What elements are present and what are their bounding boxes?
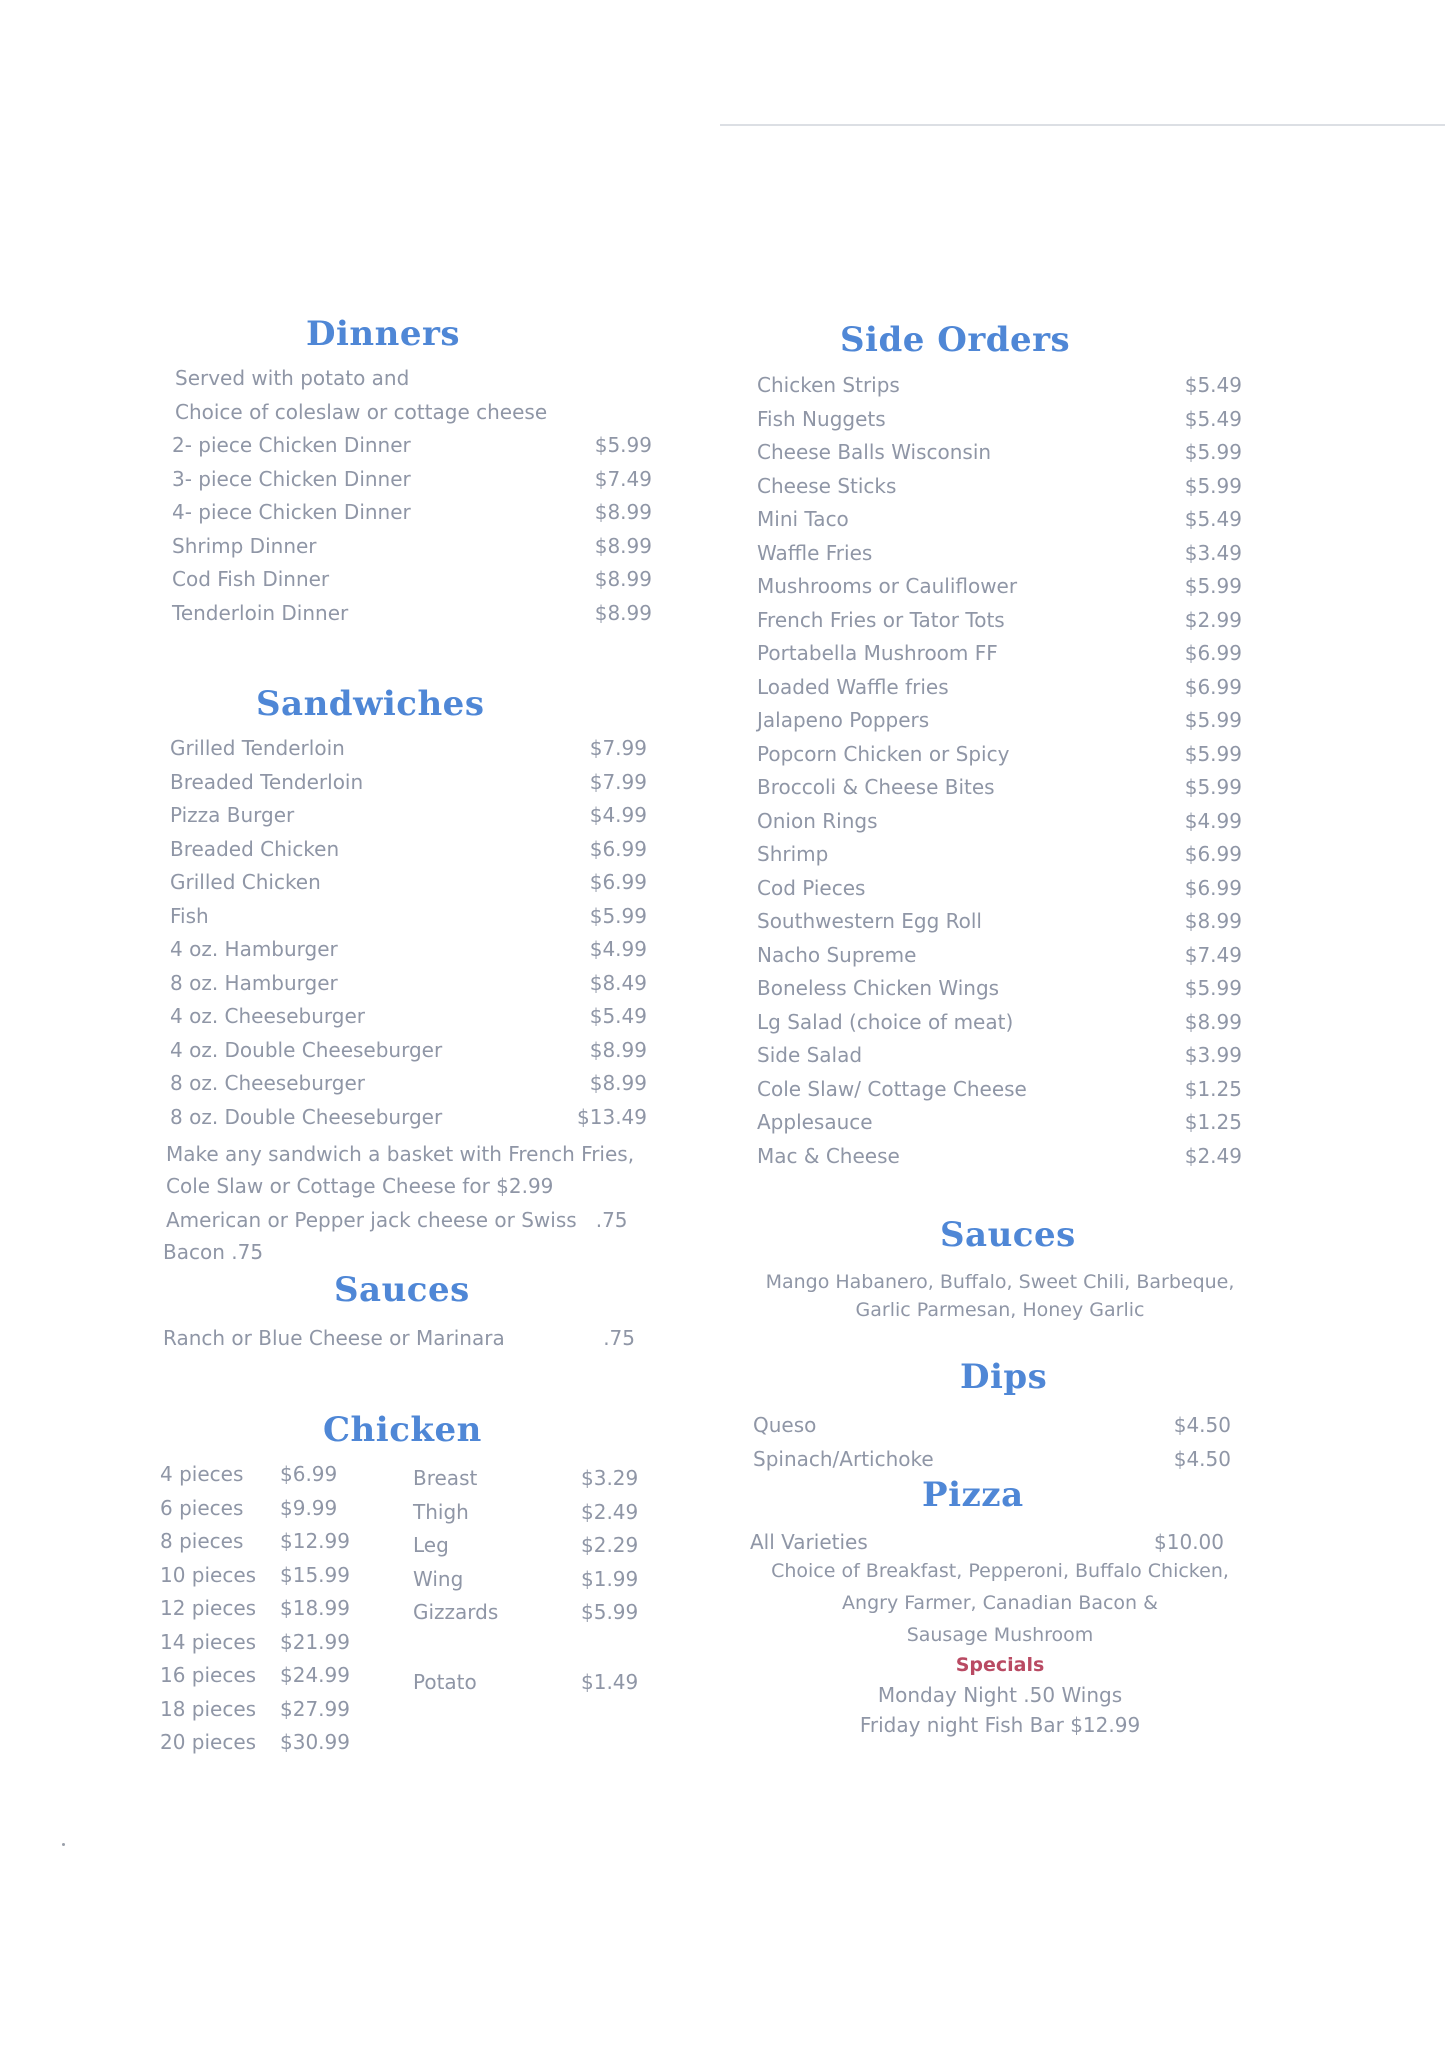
menu-item-row [757,1073,1242,1107]
item-price: $5.49 [589,1004,647,1028]
menu-item-row [170,1034,647,1068]
menu-item-row [757,905,1242,939]
item-price: $6.99 [280,1462,338,1486]
item-price: $1.25 [1184,1076,1242,1101]
item-name: 8 pieces [160,1529,244,1553]
menu-item-row [172,496,652,530]
item-name: 20 pieces [160,1730,257,1754]
menu-item-row [170,1000,647,1034]
chicken-potato-row [413,1666,653,1700]
item-price: $6.99 [1184,875,1242,900]
sauces-left-heading: Sauces [334,1270,470,1310]
item-price: $2.49 [581,1499,639,1524]
menu-item-row [170,799,647,833]
menu-item-row [160,1693,360,1727]
dinners-note-2: Choice of coleslaw or cottage cheese [175,400,548,424]
item-name: Portabella Mushroom FF [757,641,998,665]
menu-item-row [170,866,647,900]
item-price: $13.49 [577,1104,647,1129]
menu-item-row [757,436,1242,470]
item-price: $12.99 [280,1529,350,1553]
menu-item-row [172,597,652,631]
item-price: $3.49 [1184,540,1242,565]
item-name: Lg Salad (choice of meat) [757,1009,1014,1034]
item-name: Applesauce [757,1110,873,1134]
chicken-heading: Chicken [323,1410,482,1450]
menu-item-row [753,1443,1231,1477]
chicken-parts-list [413,1462,653,1630]
item-price: $4.50 [1173,1413,1231,1437]
dinners-note-1: Served with potato and [175,366,410,390]
item-name: Breaded Chicken [170,836,340,861]
item-price: $3.99 [1184,1043,1242,1067]
item-price: $8.99 [594,533,652,558]
menu-item-row [757,503,1242,537]
menu-item-row [160,1559,360,1593]
item-name: 18 pieces [160,1696,257,1721]
item-price: $1.25 [1184,1110,1242,1134]
item-name: Nacho Supreme [757,942,917,967]
item-name: Mac & Cheese [757,1143,900,1168]
sandwiches-heading: Sandwiches [256,684,485,724]
item-price: $4.99 [1184,808,1242,833]
item-name: Cheese Balls Wisconsin [757,440,992,464]
item-name: Breaded Tenderloin [170,769,364,794]
chicken-pieces-list [160,1458,360,1760]
item-name: Onion Rings [757,808,878,833]
item-name: Thigh [413,1499,469,1524]
item-name: Gizzards [413,1600,499,1624]
item-price: $5.49 [1184,373,1242,397]
item-price: $6.99 [1184,842,1242,866]
item-price: $8.49 [589,970,647,995]
item-name: Grilled Tenderloin [170,736,345,760]
sauces-right-line-2: Garlic Parmesan, Honey Garlic [855,1299,1145,1321]
item-name: Southwestern Egg Roll [757,909,982,933]
item-price: $7.49 [1184,942,1242,967]
menu-item-row [160,1492,360,1526]
item-price: $4.50 [1173,1446,1231,1471]
item-name: French Fries or Tator Tots [757,607,1005,632]
item-name: Fish [170,903,209,928]
item-name: 4 oz. Cheeseburger [170,1004,365,1028]
specials-heading: Specials [955,1654,1045,1676]
item-name: 8 oz. Hamburger [170,970,338,995]
menu-item-row [413,1496,653,1530]
item-name: Breast [413,1466,478,1490]
item-price: $8.99 [594,500,652,524]
item-name: 14 pieces [160,1629,257,1654]
menu-item-row [172,463,652,497]
item-price: $3.29 [581,1466,639,1490]
item-price: $5.99 [1184,708,1242,732]
item-price: $7.99 [589,769,647,794]
item-price: $10.00 [1154,1530,1224,1554]
menu-item-row [757,570,1242,604]
item-name: Broccoli & Cheese Bites [757,775,995,799]
item-name: 10 pieces [160,1562,257,1587]
item-price: $6.99 [1184,674,1242,699]
item-name: All Varieties [750,1530,868,1554]
menu-item-row [757,972,1242,1006]
menu-item-row [757,671,1242,705]
item-price: $8.99 [589,1037,647,1062]
item-price: $5.99 [1184,574,1242,598]
sandwich-basket-note-2: Cole Slaw or Cottage Cheese for $2.99 [166,1174,554,1198]
menu-item-row [757,738,1242,772]
pizza-choice-line-1: Choice of Breakfast, Pepperoni, Buffalo Chicken, [771,1560,1229,1582]
item-price: $4.99 [589,803,647,827]
item-price: $5.99 [1184,741,1242,766]
menu-item-row [413,1596,653,1630]
menu-item-row [163,1322,635,1356]
menu-item-row [413,1462,653,1496]
menu-item-row [170,1101,647,1135]
item-name: Spinach/Artichoke [753,1446,934,1471]
pizza-choice-line-2: Angry Farmer, Canadian Bacon & [842,1592,1158,1614]
item-price: $5.99 [1184,976,1242,1000]
item-name: Popcorn Chicken or Spicy [757,741,1010,766]
item-name: 8 oz. Cheeseburger [170,1071,365,1095]
item-name: 12 pieces [160,1596,257,1620]
menu-item-row [170,1067,647,1101]
side-orders-heading: Side Orders [840,320,1071,360]
item-price: $4.99 [589,937,647,961]
sandwiches-list [170,732,647,1134]
menu-item-row [170,833,647,867]
specials-line-1: Monday Night .50 Wings [877,1683,1123,1707]
item-name: Waffle Fries [757,540,873,565]
menu-item-row [757,704,1242,738]
bacon-addon-note: Bacon .75 [163,1240,264,1264]
side-orders-list [757,369,1242,1173]
item-price: $8.99 [589,1071,647,1095]
item-price: $27.99 [280,1696,350,1721]
item-name: Cod Fish Dinner [172,567,330,591]
item-price: $5.99 [594,433,652,457]
item-price: $15.99 [280,1562,350,1587]
item-name: Shrimp [757,842,829,866]
dinners-list [172,429,652,630]
menu-item-row [757,1006,1242,1040]
menu-item-row [172,563,652,597]
sandwich-basket-note: Make any sandwich a basket with French Fries, [166,1142,635,1166]
item-price: $24.99 [280,1663,350,1687]
item-price: $5.99 [1184,473,1242,498]
menu-item-row [757,369,1242,403]
menu-item-row [757,1039,1242,1073]
menu-item-row [160,1626,360,1660]
menu-item-row [160,1726,360,1760]
item-name: Grilled Chicken [170,870,321,894]
item-name: Cheese Sticks [757,473,897,498]
item-price: $2.29 [581,1533,639,1557]
item-price: $6.99 [589,870,647,894]
item-name: 4 oz. Double Cheeseburger [170,1037,443,1062]
menu-item-row [160,1592,360,1626]
item-name: Loaded Waffle fries [757,674,949,699]
dips-list [753,1409,1231,1476]
item-name: Mushrooms or Cauliflower [757,574,1018,598]
item-name: Chicken Strips [757,373,900,397]
item-name: Leg [413,1533,449,1557]
menu-item-row [160,1525,360,1559]
menu-item-row [172,530,652,564]
item-name: Cod Pieces [757,875,866,900]
scan-artifact-dot [62,1843,65,1846]
sauces-right-line-1: Mango Habanero, Buffalo, Sweet Chili, Barbeque, [765,1271,1235,1293]
menu-item-row [757,771,1242,805]
menu-item-row [757,838,1242,872]
item-price: $8.99 [594,567,652,591]
item-name: Pizza Burger [170,803,295,827]
menu-item-row [757,403,1242,437]
menu-item-row [170,967,647,1001]
item-name: Fish Nuggets [757,406,886,431]
menu-item-row [413,1666,653,1700]
item-price: $6.99 [589,836,647,861]
sauces-left-list [163,1322,635,1356]
item-name: Cole Slaw/ Cottage Cheese [757,1076,1027,1101]
item-price: $2.49 [1184,1143,1242,1168]
item-name: Boneless Chicken Wings [757,976,1000,1000]
item-price: $5.49 [1184,406,1242,431]
menu-item-row [757,805,1242,839]
scan-artifact-line [720,124,1445,126]
item-price: $5.99 [581,1600,639,1624]
item-name: Tenderloin Dinner [172,600,349,625]
pizza-heading: Pizza [922,1475,1024,1515]
menu-item-row [757,637,1242,671]
specials-line-2: Friday night Fish Bar $12.99 [859,1713,1141,1737]
item-price: $7.99 [589,736,647,760]
menu-item-row [757,872,1242,906]
menu-item-row [160,1458,360,1492]
item-name: Ranch or Blue Cheese or Marinara [163,1326,505,1350]
item-price: $7.49 [594,466,652,491]
item-price: $18.99 [280,1596,350,1620]
dinners-heading: Dinners [306,314,461,354]
menu-item-row [757,470,1242,504]
sauces-right-heading: Sauces [940,1215,1076,1255]
item-name: Jalapeno Poppers [757,708,930,732]
menu-item-row [170,900,647,934]
item-price: $2.99 [1184,607,1242,632]
item-name: 4 pieces [160,1462,244,1486]
menu-item-row [757,1106,1242,1140]
menu-item-row [413,1563,653,1597]
menu-item-row [170,766,647,800]
item-name: 2- piece Chicken Dinner [172,433,411,457]
item-name: 4 oz. Hamburger [170,937,338,961]
item-price: $5.99 [1184,775,1242,799]
item-price: $30.99 [280,1730,350,1754]
dips-heading: Dips [960,1357,1048,1397]
menu-item-row [170,933,647,967]
menu-item-row [757,939,1242,973]
menu-item-row [757,537,1242,571]
menu-item-row [160,1659,360,1693]
item-price: $1.99 [581,1566,639,1591]
item-price: $6.99 [1184,641,1242,665]
menu-item-row [757,1140,1242,1174]
menu-item-row [753,1409,1231,1443]
item-price: $5.99 [1184,440,1242,464]
item-name: 4- piece Chicken Dinner [172,500,411,524]
item-price: $1.49 [581,1670,639,1694]
item-name: Wing [413,1566,464,1591]
item-price: .75 [603,1326,635,1350]
item-name: Queso [753,1413,817,1437]
item-price: $8.99 [1184,1009,1242,1034]
item-name: 6 pieces [160,1495,244,1520]
item-price: $21.99 [280,1629,350,1654]
menu-item-row [413,1529,653,1563]
menu-item-row [757,604,1242,638]
item-name: 8 oz. Double Cheeseburger [170,1104,443,1129]
item-name: Shrimp Dinner [172,533,317,558]
item-name: Side Salad [757,1043,863,1067]
item-price: $5.49 [1184,507,1242,531]
item-name: Potato [413,1670,477,1694]
pizza-choice-line-3: Sausage Mushroom [906,1624,1094,1646]
item-name: 16 pieces [160,1663,257,1687]
item-price: $9.99 [280,1495,338,1520]
menu-item-row [172,429,652,463]
item-name: 3- piece Chicken Dinner [172,466,411,491]
menu-item-row [170,732,647,766]
item-price: $8.99 [1184,909,1242,933]
cheese-addon-note: American or Pepper jack cheese or Swiss .75 [166,1208,628,1232]
item-price: $5.99 [589,903,647,928]
item-name: Mini Taco [757,507,849,531]
item-price: $8.99 [594,600,652,625]
